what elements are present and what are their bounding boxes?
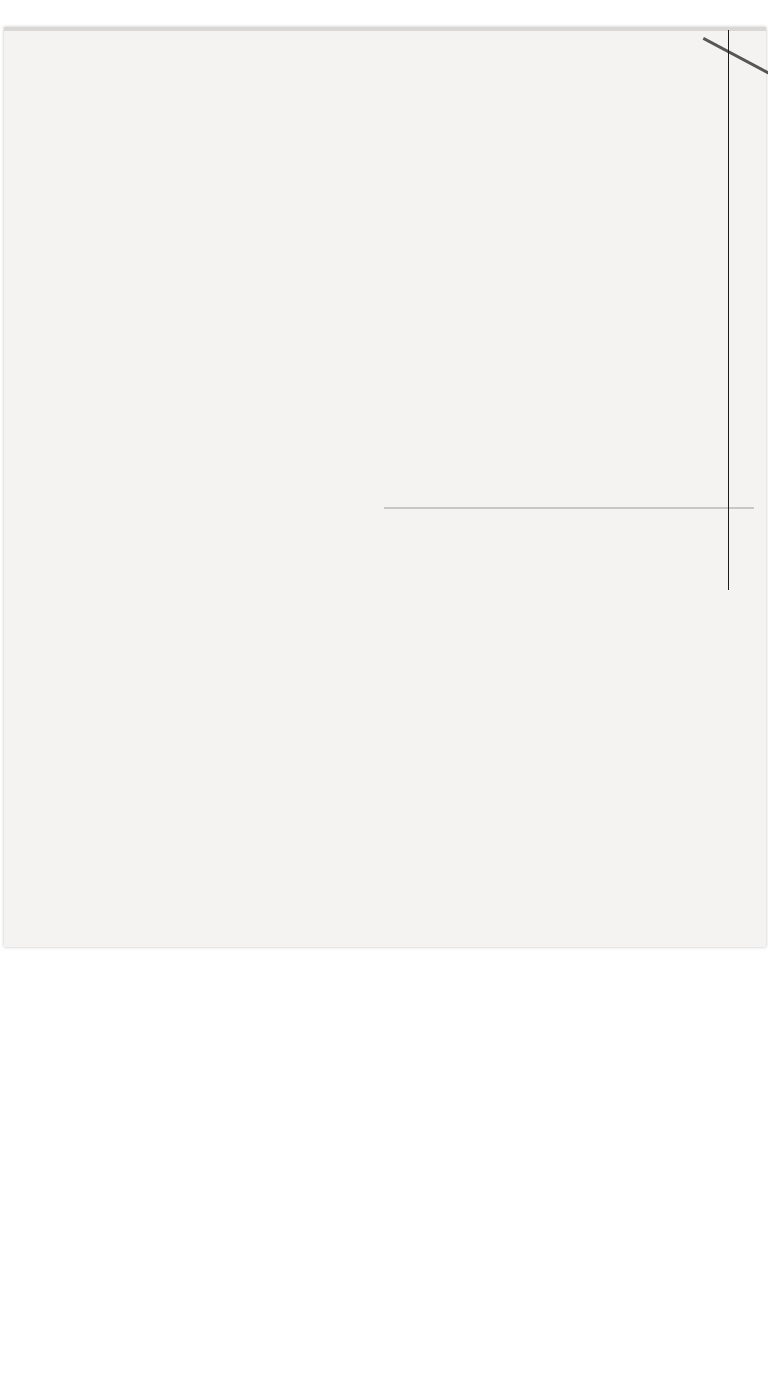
right-page bbox=[305, 485, 735, 1385]
